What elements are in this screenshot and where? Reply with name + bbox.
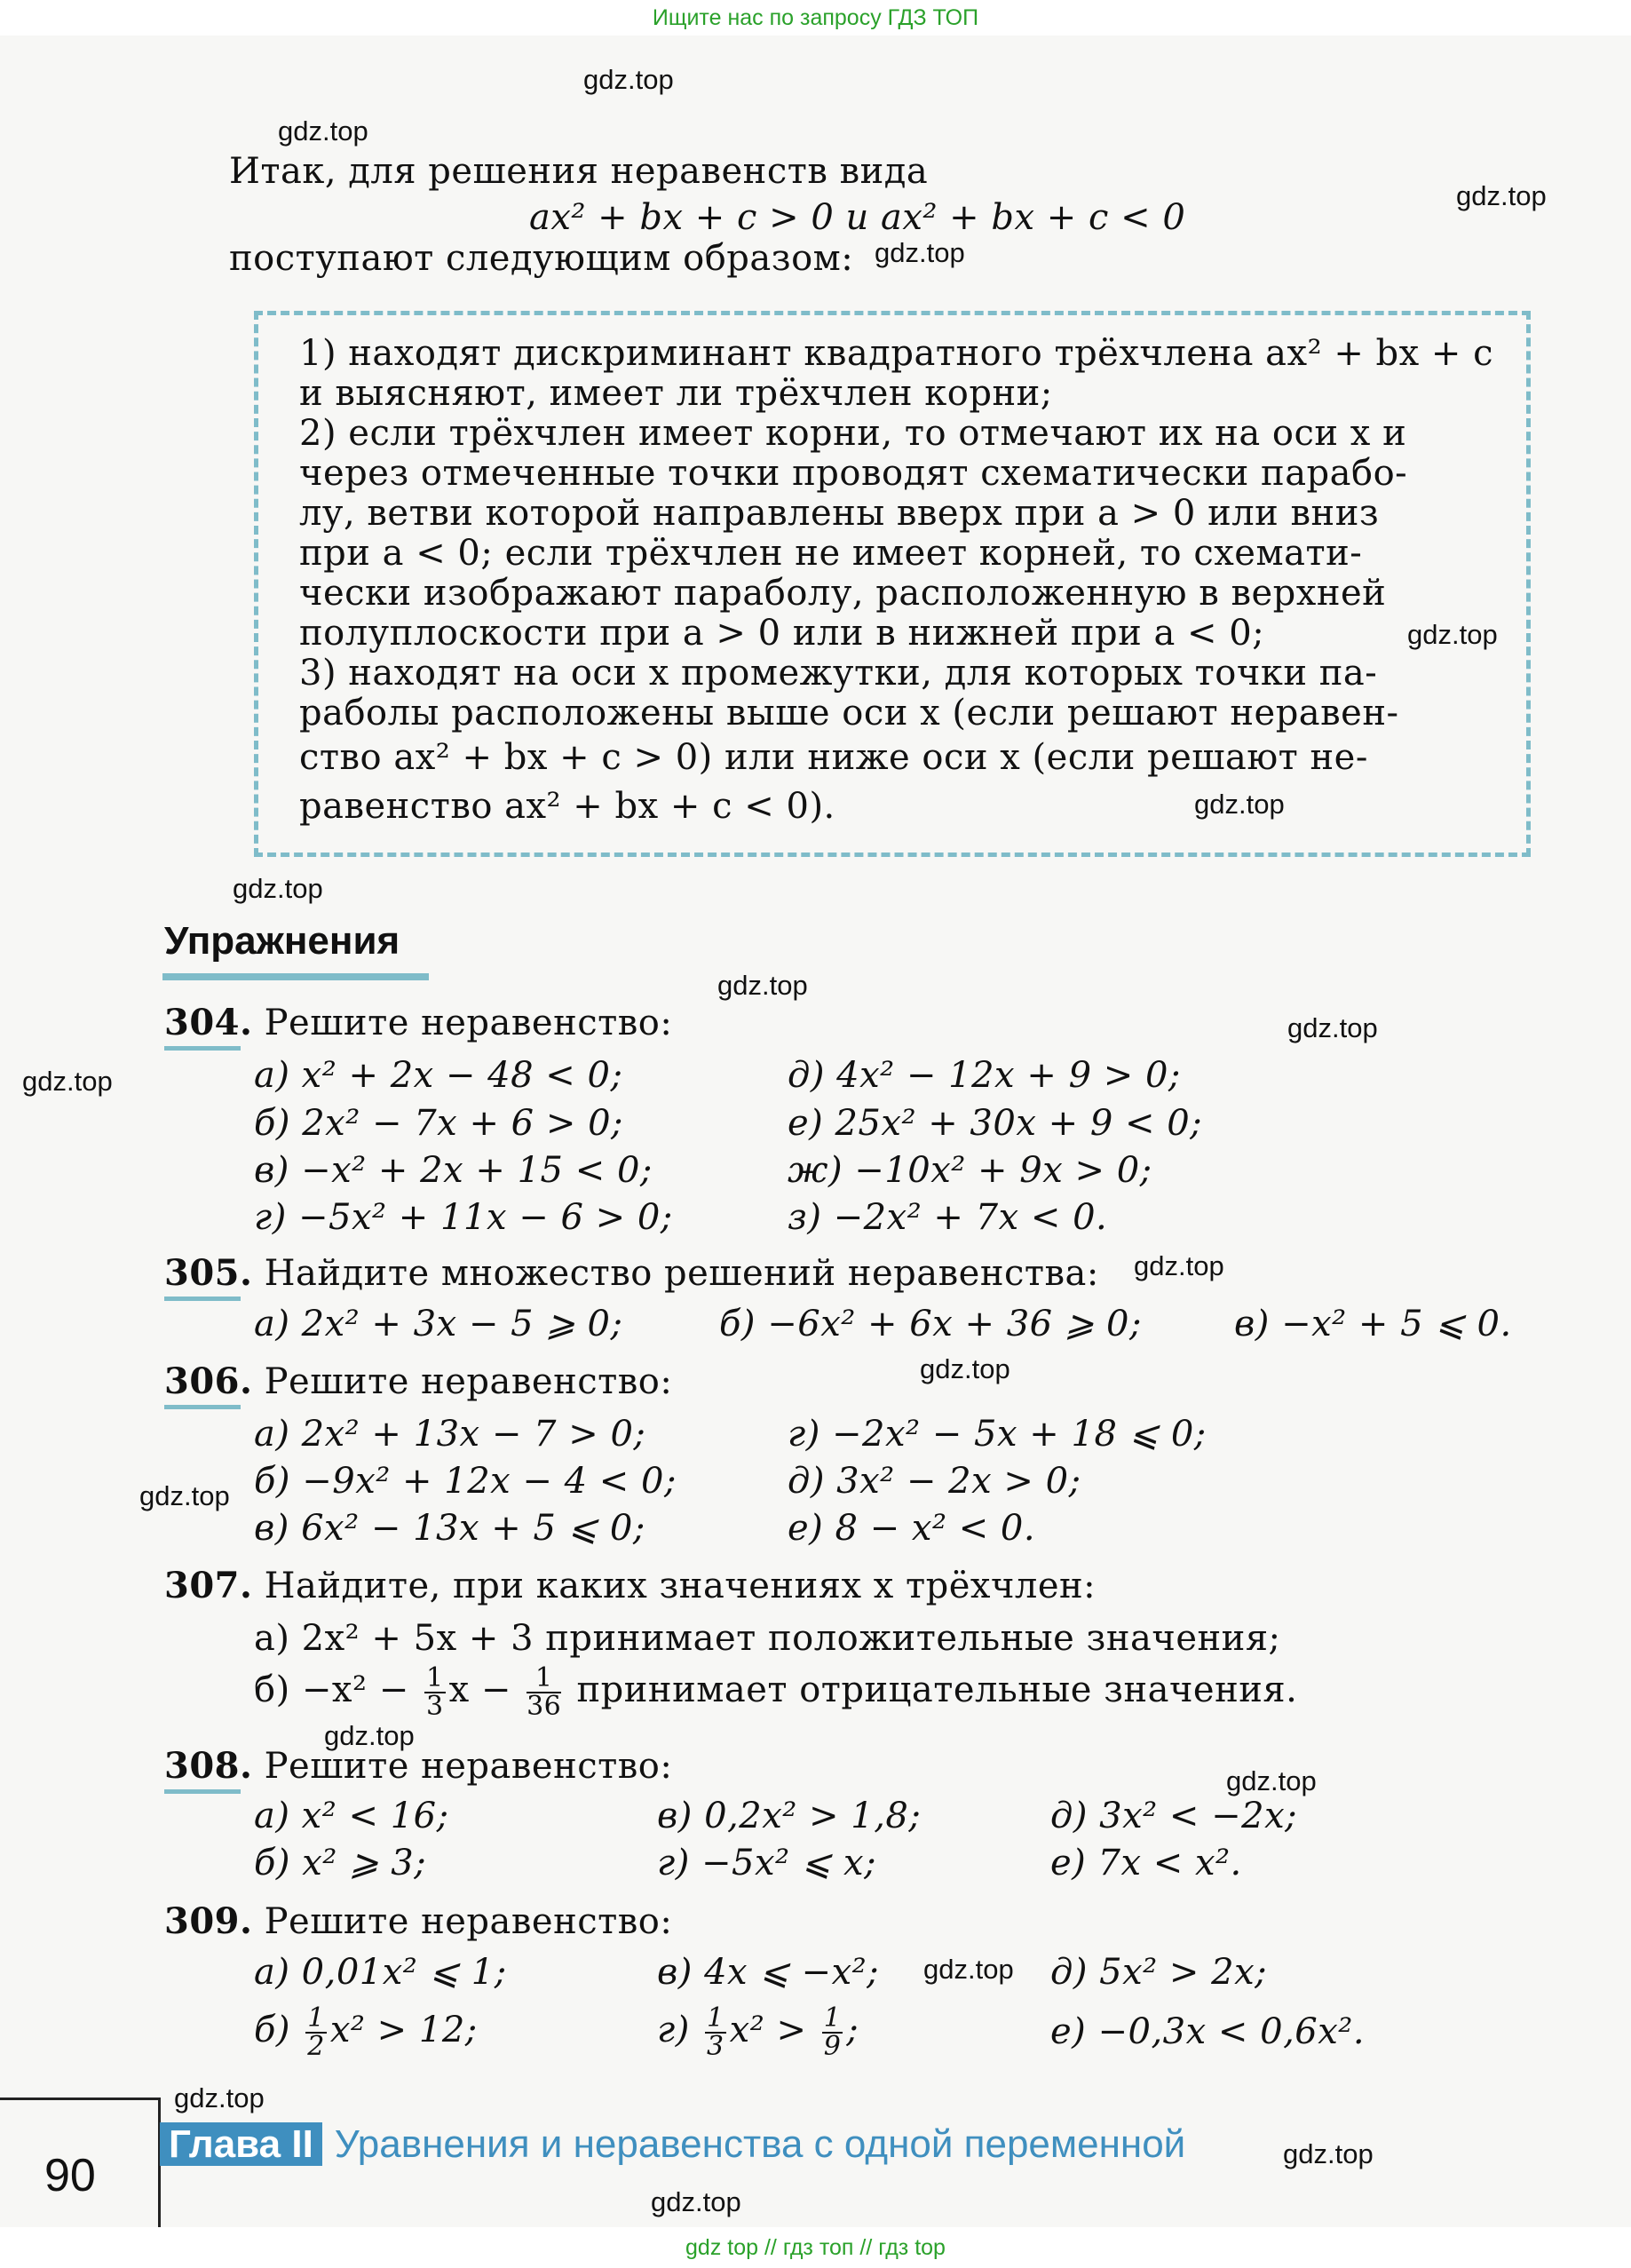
denominator: 36	[527, 1691, 562, 1722]
number-underline	[164, 1297, 241, 1301]
watermark: gdz.top	[22, 1066, 113, 1097]
exercise-number: 306.	[164, 1360, 253, 1402]
watermark: gdz.top	[875, 237, 965, 268]
watermark: gdz.top	[920, 1353, 1010, 1384]
watermark: gdz.top	[923, 1954, 1014, 1985]
footer-rule	[0, 2098, 158, 2100]
step-line: через отмеченные точки проводят схематически парабо-	[299, 453, 1408, 494]
watermark: gdz.top	[1226, 1765, 1317, 1796]
task-item: г) −2x² − 5x + 18 ⩽ 0;	[788, 1414, 1207, 1455]
task-text: б) −x² −	[254, 1669, 409, 1710]
task-item-fraction	[254, 2002, 478, 2062]
task-item: ж) −10x² + 9x > 0;	[788, 1150, 1152, 1191]
task-text: г)	[657, 2010, 690, 2050]
denominator: 3	[707, 2031, 724, 2062]
exercise-307-title	[164, 1565, 1096, 1606]
task-item: а) x² < 16;	[254, 1796, 449, 1836]
numerator: 1	[823, 2002, 842, 2034]
fraction	[705, 2002, 726, 2062]
exercise-text: Найдите, при каких значениях x трёхчлен:	[264, 1566, 1097, 1606]
watermark: gdz.top	[278, 115, 368, 147]
task-item: д) 3x² < −2x;	[1050, 1796, 1298, 1836]
task-text: ;	[846, 2010, 859, 2050]
watermark: gdz.top	[651, 2186, 741, 2217]
watermark: gdz.top	[174, 2082, 265, 2113]
task-item: а) 2x² + 13x − 7 > 0;	[254, 1414, 646, 1455]
task-item: д) 3x² − 2x > 0;	[788, 1461, 1081, 1502]
task-item: в) 4x ⩽ −x²;	[657, 1952, 880, 1993]
task-text: б)	[254, 2010, 291, 2050]
watermark: gdz.top	[1134, 1250, 1224, 1281]
exercise-304-title	[164, 1002, 672, 1043]
task-item: г) −5x² ⩽ x;	[657, 1843, 877, 1883]
numerator: 1	[425, 1662, 444, 1693]
exercise-306-title	[164, 1360, 672, 1402]
exercise-308-title	[164, 1745, 672, 1787]
watermark: gdz.top	[583, 64, 674, 95]
fraction	[822, 2002, 843, 2062]
denominator: 3	[425, 1691, 444, 1722]
step-line: равенство ax² + bx + c < 0).	[299, 786, 835, 827]
watermark: gdz.top	[139, 1480, 230, 1511]
task-item: д) 5x² > 2x;	[1050, 1952, 1268, 1993]
intro-line: поступают следующим образом:	[229, 238, 854, 279]
chapter-footer	[160, 2122, 1185, 2167]
exercise-text: Решите неравенство:	[264, 1003, 673, 1043]
heading-underline	[162, 973, 429, 980]
watermark: gdz.top	[717, 970, 808, 1001]
number-underline	[164, 1405, 241, 1409]
task-text: x² > 12;	[329, 2010, 478, 2050]
chapter-title: Уравнения и неравенства с одной переменной	[334, 2122, 1186, 2166]
task-item: а) 0,01x² ⩽ 1;	[254, 1952, 507, 1993]
exercise-text: Решите неравенство:	[264, 1361, 673, 1402]
task-item: б) −6x² + 6x + 36 ⩾ 0;	[719, 1304, 1142, 1344]
exercise-number: 304.	[164, 1002, 253, 1043]
step-line: полуплоскости при a > 0 или в нижней при a < 0;	[299, 613, 1265, 654]
task-item: б) −9x² + 12x − 4 < 0;	[254, 1461, 677, 1502]
task-item: е) 25x² + 30x + 9 < 0;	[788, 1103, 1203, 1144]
task-item: д) 4x² − 12x + 9 > 0;	[788, 1055, 1181, 1096]
step-line: 2) если трёхчлен имеет корни, то отмечают их на оси x и	[299, 413, 1407, 454]
task-item: а) 2x² + 3x − 5 ⩾ 0;	[254, 1304, 623, 1344]
task-item: е) 8 − x² < 0.	[788, 1508, 1036, 1549]
exercise-number: 305.	[164, 1252, 253, 1294]
bottom-banner: gdz top // гдз топ // гдз top	[0, 2227, 1631, 2268]
step-line: ство ax² + bx + c > 0) или ниже оси x (если решают не-	[299, 737, 1368, 778]
exercise-number: 309.	[164, 1900, 253, 1942]
task-item: г) −5x² + 11x − 6 > 0;	[254, 1197, 673, 1238]
task-text: x² >	[729, 2010, 807, 2050]
step-line: 1) находят дискриминант квадратного трёхчлена ax² + bx + c	[299, 333, 1494, 374]
step-line: при a < 0; если трёхчлен не имеет корней, то схемати-	[299, 533, 1363, 574]
watermark: gdz.top	[1407, 619, 1498, 650]
task-text: принимает отрицательные значения.	[576, 1669, 1298, 1710]
task-item: е) 7x < x².	[1050, 1843, 1242, 1883]
denominator: 2	[307, 2031, 325, 2062]
fraction	[527, 1662, 562, 1722]
watermark: gdz.top	[233, 873, 323, 904]
step-line: 3) находят на оси x промежутки, для которых точки па-	[299, 653, 1378, 694]
step-line: лу, ветви которой направлены вверх при a > 0 или вниз	[299, 493, 1380, 534]
watermark: gdz.top	[324, 1720, 415, 1751]
exercise-text: Решите неравенство:	[264, 1746, 673, 1787]
exercise-309-title	[164, 1900, 672, 1942]
exercise-text: Решите неравенство:	[264, 1901, 673, 1942]
task-item: е) −0,3x < 0,6x².	[1050, 2011, 1366, 2052]
chapter-tag: Глава II	[160, 2122, 322, 2166]
watermark: gdz.top	[1283, 2138, 1374, 2169]
task-item-fraction	[254, 1662, 1298, 1722]
task-item: а) x² + 2x − 48 < 0;	[254, 1055, 623, 1096]
task-item: в) 0,2x² > 1,8;	[657, 1796, 922, 1836]
denominator: 9	[823, 2031, 842, 2062]
exercise-305-title	[164, 1252, 1099, 1294]
exercise-number: 308.	[164, 1745, 253, 1787]
number-underline	[164, 1046, 241, 1051]
task-text: x −	[448, 1669, 511, 1710]
numerator: 1	[307, 2002, 325, 2034]
intro-formula: ax² + bx + c > 0 и ax² + bx + c < 0	[529, 197, 1186, 238]
task-item: б) x² ⩾ 3;	[254, 1843, 427, 1883]
task-item: в) −x² + 5 ⩽ 0.	[1234, 1304, 1512, 1344]
task-item: а) 2x² + 5x + 3 принимает положительные значения;	[254, 1618, 1281, 1659]
task-item-fraction	[657, 2002, 859, 2062]
exercise-number: 307.	[164, 1565, 253, 1606]
fraction	[305, 2002, 327, 2062]
top-banner: Ищите нас по запросу ГДЗ ТОП	[0, 0, 1631, 36]
exercise-text: Найдите множество решений неравенства:	[264, 1253, 1099, 1294]
step-line: чески изображают параболу, расположенную в верхней	[299, 573, 1387, 614]
task-item: з) −2x² + 7x < 0.	[788, 1197, 1108, 1238]
page-number: 90	[44, 2150, 96, 2201]
task-item: в) −x² + 2x + 15 < 0;	[254, 1150, 653, 1191]
numerator: 1	[527, 1665, 561, 1693]
step-line: и выясняют, имеет ли трёхчлен корни;	[299, 373, 1053, 414]
watermark: gdz.top	[1456, 180, 1547, 211]
task-item: б) 2x² − 7x + 6 > 0;	[254, 1103, 623, 1144]
step-line: раболы расположены выше оси x (если решают неравен-	[299, 693, 1399, 734]
fraction	[424, 1662, 446, 1722]
watermark: gdz.top	[1287, 1012, 1378, 1043]
intro-line: Итак, для решения неравенств вида	[229, 151, 929, 192]
number-underline	[164, 1789, 241, 1794]
watermark: gdz.top	[1194, 789, 1285, 820]
numerator: 1	[707, 2002, 724, 2034]
task-item: в) 6x² − 13x + 5 ⩽ 0;	[254, 1508, 645, 1549]
exercises-heading: Упражнения	[164, 919, 400, 963]
